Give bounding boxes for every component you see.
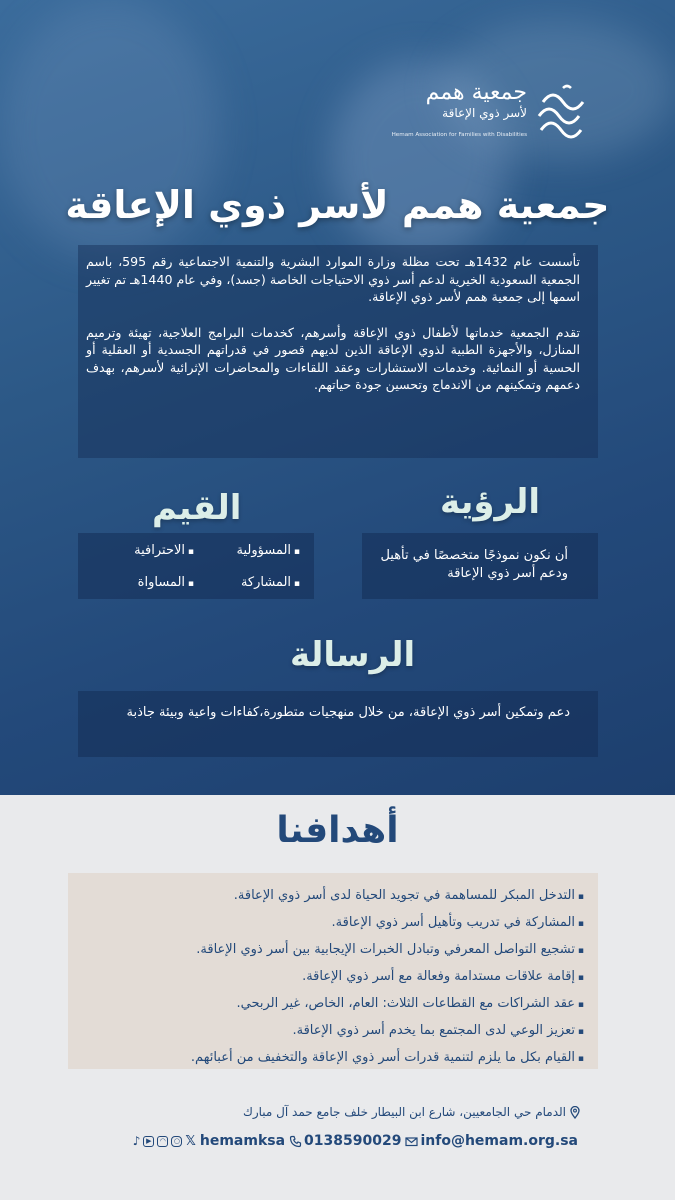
value-item: ▪ المسؤولية (194, 543, 300, 567)
values-box (78, 533, 314, 599)
vision-box (362, 533, 598, 599)
social-icons (133, 1134, 196, 1149)
page-title: جمعية همم لأسر ذوي الإعاقة (65, 183, 610, 227)
vision-text: أن نكون نموذجًا متخصصًا في تأهيل ودعم أسر ذوي الإعاقة (380, 548, 568, 581)
snapchat-icon[interactable]: ◠ (157, 1136, 168, 1147)
association-logo (385, 80, 585, 150)
social-handle[interactable]: hemamksa (199, 1133, 286, 1149)
goals-list (68, 873, 598, 1069)
goal-item: ▪ إقامة علاقات مستدامة وفعالة مع أسر ذوي الإعاقة. (78, 964, 584, 991)
footer-address (243, 1105, 580, 1119)
intro-paragraph-1: تأسست عام 1432هـ تحت مظلة وزارة الموارد البشرية والتنمية الاجتماعية رقم 595، باسم الجمعية السعودية الخيرية لدعم أسر ذوي الاحتياجات الخاصة (جسد)، وفي عام 1440هـ تم تغيير اسمها إلى جمعية همم لأسر ذوي الإعاقة. (86, 254, 580, 304)
mission-title: الرسالة (290, 635, 416, 675)
phone-contact[interactable] (289, 1133, 401, 1149)
value-item: ▪ الاحترافية (88, 543, 194, 567)
goal-item: ▪ عقد الشراكات مع القطاعات الثلاث: العام، الخاص، غير الربحي. (78, 991, 584, 1018)
goals-title: أهدافنا (276, 810, 399, 851)
footer-contacts (100, 1133, 578, 1149)
logo-subtitle-ar: لأسر ذوي الإعاقة (442, 106, 527, 120)
logo-mark-icon (533, 82, 585, 148)
logo-name-en: Hemam Association for Families with Disabilities (391, 132, 527, 138)
tiktok-icon[interactable]: ♪ (132, 1134, 141, 1148)
vision-title: الرؤية (440, 482, 541, 522)
x-icon[interactable]: 𝕏 (185, 1133, 196, 1149)
location-pin-icon (570, 1106, 580, 1119)
intro-paragraph-2: تقدم الجمعية خدماتها لأطفال ذوي الإعاقة وأسرهم، كخدمات البرامج العلاجية، تهيئة وترميم المنازل، والأجهزة الطبية لذوي الإعاقة الذين لديهم قصور في قدراتهم الجسدية أو العقلية أو الحسية أو النمائية. وخدمات الاستشارات وعقد اللقاءات والمحاضرات الإثرائية لأسرهم، بهدف دعمهم وتمكينهم من الاندماج وتحسين جودة حياتهم. (86, 324, 580, 392)
instagram-icon[interactable]: ○ (171, 1136, 182, 1147)
goal-item: ▪ المشاركة في تدريب وتأهيل أسر ذوي الإعاقة. (78, 910, 584, 937)
goal-item: ▪ القيام بكل ما يلزم لتنمية قدرات أسر ذوي الإعاقة والتخفيف من أعبائهم. (78, 1045, 584, 1072)
phone-icon (289, 1135, 302, 1148)
mission-text: دعم وتمكين أسر ذوي الإعاقة، من خلال منهجيات متطورة،كفاءات واعية وبيئة جاذبة (126, 705, 570, 720)
email-icon (405, 1135, 418, 1148)
goal-item: ▪ التدخل المبكر للمساهمة في تجويد الحياة لدى أسر ذوي الإعاقة. (78, 883, 584, 910)
goal-item: ▪ تشجيع التواصل المعرفي وتبادل الخبرات الإيجابية بين أسر ذوي الإعاقة. (78, 937, 584, 964)
values-title: القيم (152, 488, 242, 528)
address-text: الدمام حي الجامعيين، شارع ابن البيطار خلف جامع حمد آل مبارك (242, 1105, 566, 1119)
phone-number: 0138590029 (304, 1133, 402, 1149)
logo-name-ar: جمعية همم (425, 80, 527, 105)
email-contact[interactable] (405, 1133, 578, 1149)
intro-box (78, 245, 598, 458)
mission-box (78, 691, 598, 757)
email-address: info@hemam.org.sa (420, 1133, 578, 1149)
goal-item: ▪ تعزيز الوعي لدى المجتمع بما يخدم أسر ذوي الإعاقة. (78, 1018, 584, 1045)
value-item: ▪ المشاركة (194, 575, 300, 599)
value-item: ▪ المساواة (88, 575, 194, 599)
youtube-icon[interactable]: ▶ (143, 1136, 154, 1147)
